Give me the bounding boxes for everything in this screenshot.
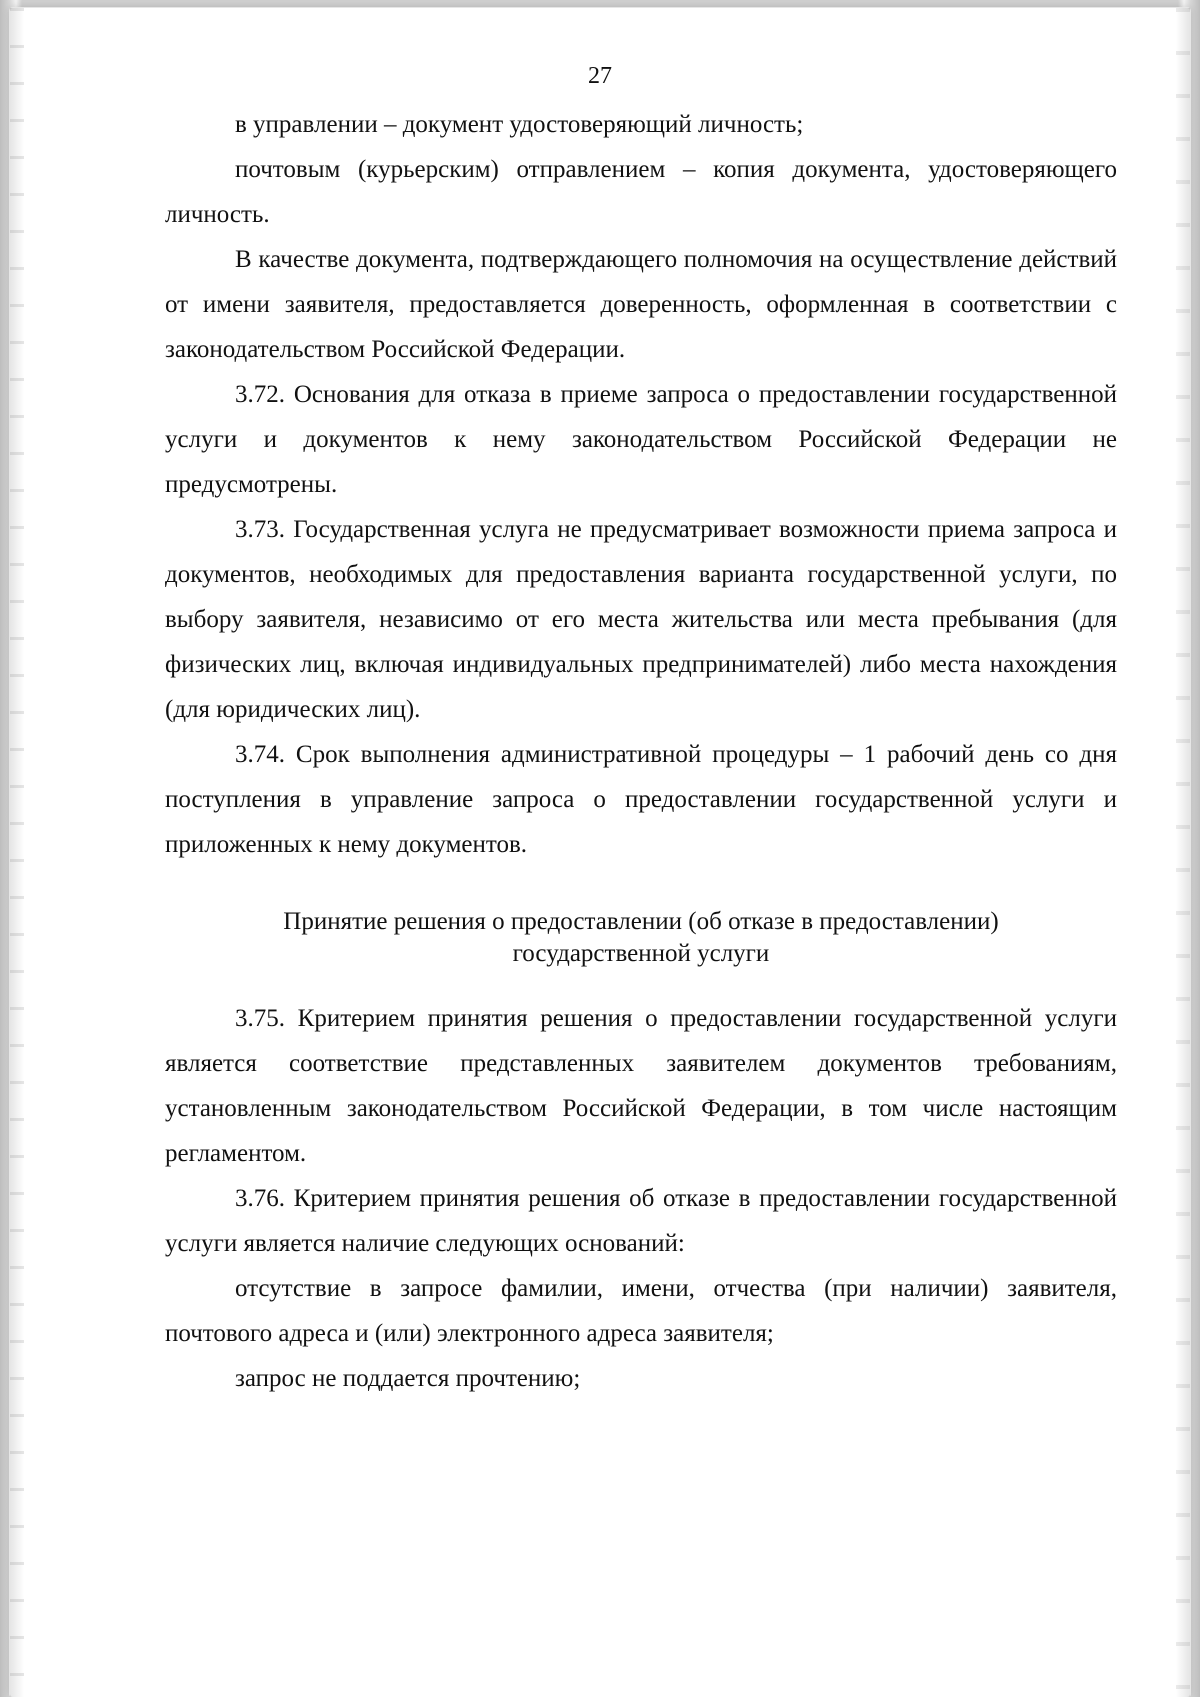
section-heading	[165, 906, 1117, 970]
document-page	[10, 8, 1190, 1697]
page-edge-right	[1176, 8, 1190, 1697]
page-number: 27	[588, 63, 612, 89]
paragraph-3-73: 3.73. Государственная услуга не предусматривает возможности приема запроса и документов, необходимых для предоставления варианта государственной услуги, по выбору заявителя, независимо от его места жительства или места пребывания (для физических лиц, включая индивидуальных предпринимателей) либо места нахождения (для юридических лиц).	[165, 516, 1117, 723]
paragraph-power-of-attorney: В качестве документа, подтверждающего полномочия на осуществление действий от имени заявителя, предоставляется доверенность, оформленная в соответствии с законодательством Российской Федерации.	[165, 246, 1117, 363]
paragraph-postal: почтовым (курьерским) отправлением – копия документа, удостоверяющего личность.	[165, 156, 1117, 228]
paragraph-3-76: 3.76. Критерием принятия решения об отказе в предоставлении государственной услуги является наличие следующих оснований:	[165, 1185, 1117, 1257]
document-body	[165, 102, 1117, 1401]
page-edge-left	[10, 8, 24, 1697]
paragraph-unreadable: запрос не поддается прочтению;	[235, 1365, 581, 1392]
section-heading-line-1: Принятие решения о предоставлении (об отказе в предоставлении)	[283, 908, 999, 935]
paragraph-3-75: 3.75. Критерием принятия решения о предоставлении государственной услуги является соответствие представленных заявителем документов требованиям, установленным законодательством Российской Федерации, в том числе настоящим регламентом.	[165, 1005, 1117, 1167]
section-heading-line-2: государственной услуги	[512, 940, 770, 967]
paragraph-in-office: в управлении – документ удостоверяющий личность;	[235, 111, 804, 138]
paragraph-3-72: 3.72. Основания для отказа в приеме запроса о предоставлении государственной услуги и документов к нему законодательством Российской Федерации не предусмотрены.	[165, 381, 1117, 498]
paragraph-3-74: 3.74. Срок выполнения административной процедуры – 1 рабочий день со дня поступления в управление запроса о предоставлении государственной услуги и приложенных к нему документов.	[165, 741, 1117, 858]
paragraph-missing-fields: отсутствие в запросе фамилии, имени, отчества (при наличии) заявителя, почтового адреса и (или) электронного адреса заявителя;	[165, 1275, 1117, 1347]
